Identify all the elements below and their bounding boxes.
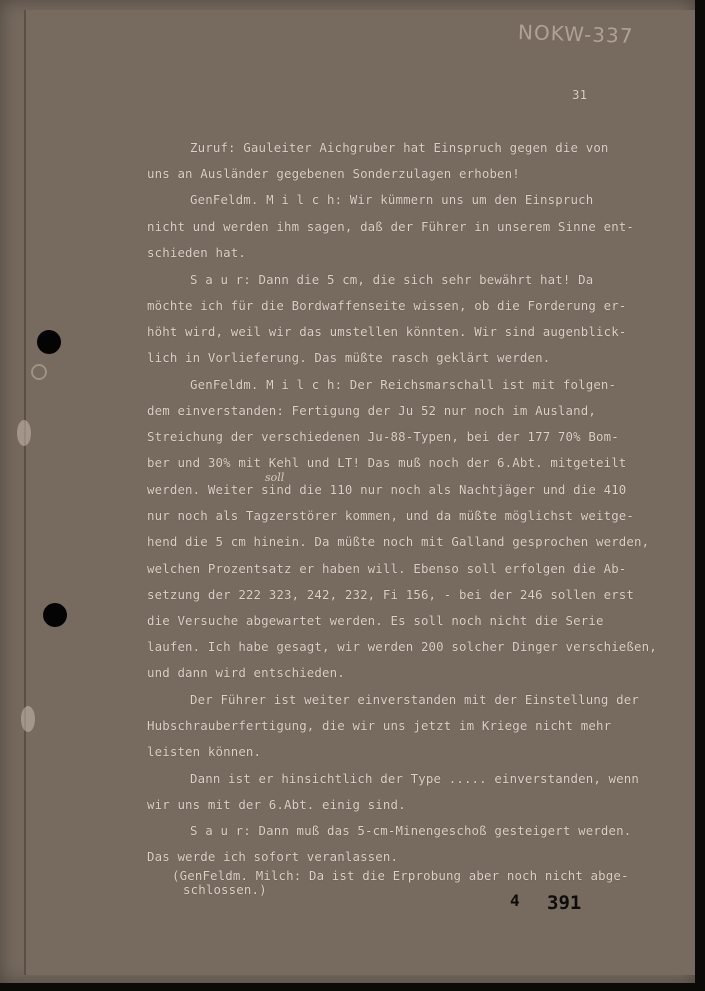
text-line: hend die 5 cm hinein. Da müßte noch mit Galland gesprochen werden, [147,534,650,549]
text-line: Hubschrauberfertigung, die wir uns jetzt im Kriege nicht mehr [147,718,612,733]
text-line: lich in Vorlieferung. Das müßte rasch geklärt werden. [147,350,551,365]
text-line: welchen Prozentsatz er haben will. Ebenso soll erfolgen die Ab- [147,561,627,576]
text-line: GenFeldm. M i l c h: Wir kümmern uns um den Einspruch [190,192,594,207]
text-line: Dann ist er hinsichtlich der Type ..... einverstanden, wenn [190,771,639,786]
text-line: S a u r: Dann muß das 5-cm-Minengeschoß gesteigert werden. [190,823,632,838]
text-line: nur noch als Tagzerstörer kommen, und da müßte möglichst weitge- [147,508,635,523]
text-line: schieden hat. [147,245,246,260]
text-line: leisten können. [147,744,262,759]
text-line: laufen. Ich habe gesagt, wir werden 200 solcher Dinger verschießen, [147,639,657,654]
text-line: Streichung der verschiedenen Ju-88-Typen, bei der 177 70% Bom- [147,429,619,444]
text-line: wir uns mit der 6.Abt. einig sind. [147,797,406,812]
text-line: GenFeldm. M i l c h: Der Reichsmarschall ist mit folgen- [190,377,617,392]
text-line: Das werde ich sofort veranlassen. [147,849,399,864]
hole-shadow-mark [17,420,31,446]
document-mark: 4 [510,891,520,910]
text-line: höht wird, weil wir das umstellen könnten. Wir sind augenblick- [147,324,627,339]
punch-ring-mark [31,364,47,380]
text-line: schlossen.) [183,882,267,897]
handwritten-insertion: soll [265,471,285,484]
text-line: nicht und werden ihm sagen, daß der Führer in unserem Sinne ent- [147,219,635,234]
punch-hole-bottom [43,603,67,627]
text-line: ber und 30% mit Kehl und LT! Das muß noch der 6.Abt. mitgeteilt [147,455,627,470]
hole-shadow-mark-lower [21,706,35,732]
text-line: (GenFeldm. Milch: Da ist die Erprobung aber noch nicht abge- [172,868,629,883]
text-line: und dann wird entschieden. [147,665,345,680]
text-line: möchte ich für die Bordwaffenseite wissen, ob die Forderung er- [147,298,627,313]
text-line: werden. Weiter sind die 110 nur noch als Nachtjäger und die 410 [147,482,627,497]
text-line: uns an Ausländer gegebenen Sonderzulagen erhoben! [147,166,520,181]
text-line: dem einverstanden: Fertigung der Ju 52 nur noch im Ausland, [147,403,596,418]
text-line: die Versuche abgewartet werden. Es soll noch nicht die Serie [147,613,604,628]
page-number: 31 [572,87,588,102]
text-line: setzung der 222 323, 242, 232, Fi 156, - bei der 246 sollen erst [147,587,635,602]
text-line: S a u r: Dann die 5 cm, die sich sehr bewährt hat! Da [190,272,594,287]
punch-hole-top [37,330,61,354]
text-line: Der Führer ist weiter einverstanden mit der Einstellung der [190,692,639,707]
scan-edge [695,0,705,991]
archive-stamp: NOKW-337 [517,19,634,49]
text-line: Zuruf: Gauleiter Aichgruber hat Einspruch gegen die von [190,140,609,155]
document-number: 391 [547,892,582,914]
